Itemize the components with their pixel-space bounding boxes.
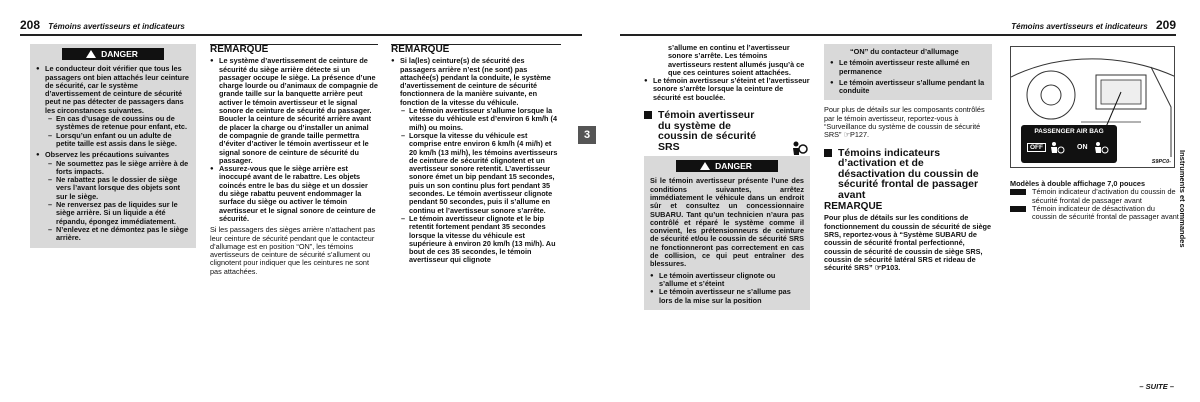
right-header: [1011, 18, 1176, 32]
remarque-2-dash-1: – Le témoin avertisseur s’allume lorsque la vitesse du véhicule est d’environ 6 km/h (4 mi/h) ou moins.: [401, 107, 561, 132]
danger-label-right: DANGER: [676, 160, 778, 172]
remarque-1-bullet-1: ● Le système d’avertissement de ceinture de sécurité du siège arrière détecte si un passager occupe le siège. La présence d’une charge lourde ou d’animaux de compagnie de grande taille sur la banquette arrière peut activer le témoin avertisseur et le signal sonore de ceinture de sécurité du passager. Boucler la ceinture de sécurité arrière avant de placer la charge ou d’installer un animal de compagnie de grande taille permettra d’éviter d’activer le témoin avertisseur et le signal sonore de ceinture de sécurité du passager.: [210, 57, 378, 165]
remarque-heading-1: REMARQUE: [210, 44, 378, 54]
left-col-3: [391, 44, 561, 265]
airbag-off-icon: [1049, 141, 1065, 155]
continued-text: s’allume en continu et l’avertisseur sonore s’arrête. Les témoins avertisseurs restent allumés jusqu’à ce que ces ceintures soient attachées.: [668, 43, 805, 77]
remarque-heading-2: REMARQUE: [391, 44, 561, 54]
left-header: [20, 18, 185, 32]
srs-section-title: Témoin avertisseur du système de coussin de sécurité SRS: [644, 110, 770, 152]
figure-caption: [1010, 180, 1180, 221]
danger-dash-2: – Lorsqu’un enfant ou un adulte de petite taille est assis dans le siège.: [48, 132, 190, 149]
danger-right-bullet-1: ● Le témoin avertisseur clignote ou s’allume et s’éteint: [650, 272, 804, 289]
danger-bullet-1: ● Le conducteur doit vérifier que tous les passagers ont bien attachés leur ceinture de sécurité, car le système d’avertissement de ceinture de sécurité peut ne pas détecter de passagers dans les circonstances suivantes.: [36, 65, 190, 115]
airbag-on-small-icon: [1010, 189, 1026, 195]
header-rule-left: [20, 34, 582, 36]
suite-footer: – SUITE –: [1139, 382, 1174, 391]
danger-dash-3: – Ne soumettez pas le siège arrière à de forts impacts.: [48, 160, 190, 177]
remarque-1-bullet-2: ● Assurez-vous que le siège arrière est inoccupé avant de le rabattre. Les objets coincés entre le bas du siège et un dossier du siège rabattu peuvent endommager la surface du siège ou activer le témoin avertisseur et le signal sonore de ceinture de sécurité.: [210, 165, 378, 223]
danger-dash-5: – Ne renversez pas de liquides sur le siège arrière. Si un liquide a été répandu, épongez immédiatement.: [48, 201, 190, 226]
danger-right-bullet-4: ● Le témoin avertisseur s’allume pendant la conduite: [830, 79, 986, 96]
airbag-off-small-icon: [1010, 206, 1026, 212]
danger-dash-4: – Ne rabattez pas le dossier de siège vers l’avant lorsque des objets sont sur le siège.: [48, 176, 190, 201]
dashboard-illustration: [1010, 46, 1175, 168]
airbag-conditions-paragraph: Pour plus de détails sur les conditions de fonctionnement du coussin de sécurité de siège SRS, reportez-vous à “Système SUBARU de coussin de sécurité frontal perfectionné, coussin de sécurité de coussin de siège SRS, coussin de sécurité latéral SRS et rideau de sécurité SRS” ☞P103.: [824, 213, 992, 273]
left-col-1: [30, 44, 196, 248]
danger-right-bullet-3: ● Le témoin avertisseur reste allumé en permanence: [830, 59, 986, 76]
danger-right-bullet-2: ● Le témoin avertisseur ne s’allume pas lors de la mise sur la position: [650, 288, 804, 305]
danger-box-continued: [824, 44, 992, 100]
section-square-icon: [824, 149, 832, 157]
chapter-tab: 3: [578, 126, 596, 144]
right-col-1: [644, 44, 810, 310]
right-page: [600, 0, 1200, 402]
danger-bullet-2: ● Observez les précautions suivantes: [36, 151, 190, 159]
airbag-warning-icon: [790, 140, 808, 158]
danger-dash-6: – N’enlevez et ne démontez pas le siège arrière.: [48, 226, 190, 243]
passenger-airbag-label: PASSENGER AIR BAG: [1034, 128, 1104, 135]
remarque-heading-3: REMARQUE: [824, 201, 883, 213]
remarque-2-dash-2: – Lorsque la vitesse du véhicule est comprise entre environ 6 km/h (4 mi/h) et 20 km/h (13 mi/h), les témoins avertisseurs de ceinture de sécurité clignotent et un avertisseur sonore retentit. L’avertisseur sonore émet un bip pendant 15 secondes, puis un son continu plus fort pendant 35 secondes. Le témoin avertisseur clignote pendant 50 secondes, puis il s’allume en continu et l’avertisseur sonore s’arrête.: [401, 132, 561, 215]
seatbelt-paragraph: Si les passagers des sièges arrière n’attachent pas leur ceinture de sécurité pendant que le contacteur d’allumage est en position “ON”, les témoins avertisseurs de ceinture de sécurité s’allument ou clignotent pour indiquer que les ceintures ne sont pas attachées.: [210, 225, 376, 276]
right-col-2: [824, 44, 992, 273]
warning-triangle-icon: [700, 162, 710, 170]
caption-title: Modèles à double affichage 7,0 pouces: [1010, 179, 1146, 188]
legend-activation: Témoin indicateur d’activation du coussin de sécurité frontal de passager avant: [1010, 188, 1180, 205]
airbag-indicator-section-title: Témoins indicateurs d’activation et de désactivation du coussin de sécurité frontal de passager avant: [824, 148, 992, 201]
left-col-2: [210, 44, 378, 276]
danger-box-right: [644, 156, 810, 310]
passenger-airbag-panel: [1021, 125, 1117, 163]
legend-deactivation: Témoin indicateur de désactivation du coussin de sécurité frontal de passager avant: [1010, 205, 1180, 222]
page-number-right: 209: [1155, 18, 1176, 32]
header-rule-right: [620, 34, 1176, 36]
figure-code: S9PC0-: [1151, 159, 1171, 165]
remarque-2-dash-3: – Le témoin avertisseur clignote et le bip retentit fortement pendant 35 secondes lorsque la vitesse du véhicule est supérieure à environ 20 km/h (13 mi/h). Au bout de ces 35 secondes, le témoin avertisseur qui clignote: [401, 215, 561, 265]
airbag-off-label: OFF: [1027, 143, 1046, 152]
chapter-side-label: Instruments et commandes: [1178, 150, 1187, 248]
airbag-on-label: ON: [1077, 144, 1088, 151]
warning-triangle-icon: [86, 50, 96, 58]
header-title-left: Témoins avertisseurs et indicateurs: [48, 22, 185, 31]
page-number-left: 208: [20, 18, 41, 32]
danger-label-left: DANGER: [62, 48, 164, 60]
seatbelt-buckled-bullet: ● Le témoin avertisseur s’éteint et l’avertisseur sonore s’arrête lorsque la ceinture de sécurité est bouclée.: [644, 77, 810, 102]
remarque-2-bullet-1: ● Si la(les) ceinture(s) de sécurité des passagers arrière n’est (ne sont) pas attachée(s) pendant la conduite, le système d’avertissement de ceinture de sécurité fonctionnera de la manière suivante, en fonction de la vitesse du véhicule.: [391, 57, 561, 107]
danger-continued-text: “ON” du contacteur d’allumage: [850, 47, 959, 56]
danger-box-left: [30, 44, 196, 248]
header-title-right: Témoins avertisseurs et indicateurs: [1011, 22, 1148, 31]
srs-details-paragraph: Pour plus de détails sur les composants contrôlés par le témoin avertisseur, reportez-vous à “Surveillance du système de coussin de sécurité SRS” ☞P127.: [824, 105, 985, 140]
danger-dash-1: – En cas d’usage de coussins ou de systèmes de retenue pour enfant, etc.: [48, 115, 190, 132]
section-square-icon: [644, 111, 652, 119]
danger-paragraph-right: Si le témoin avertisseur présente l’une des conditions suivantes, arrêtez immédiatement le véhicule dans un endroit sûr et consultez un concessionnaire SUBARU. Tant qu’un technicien n’aura pas contrôlé et réparé le système comme il convient, les prétensionneurs de ceinture de sécurité et/ou le coussin de sécurité SRS ne fonctionneront pas correctement en cas de collision, ce qui peut entraîner des blessures.: [650, 176, 804, 269]
airbag-on-icon: [1093, 141, 1109, 155]
